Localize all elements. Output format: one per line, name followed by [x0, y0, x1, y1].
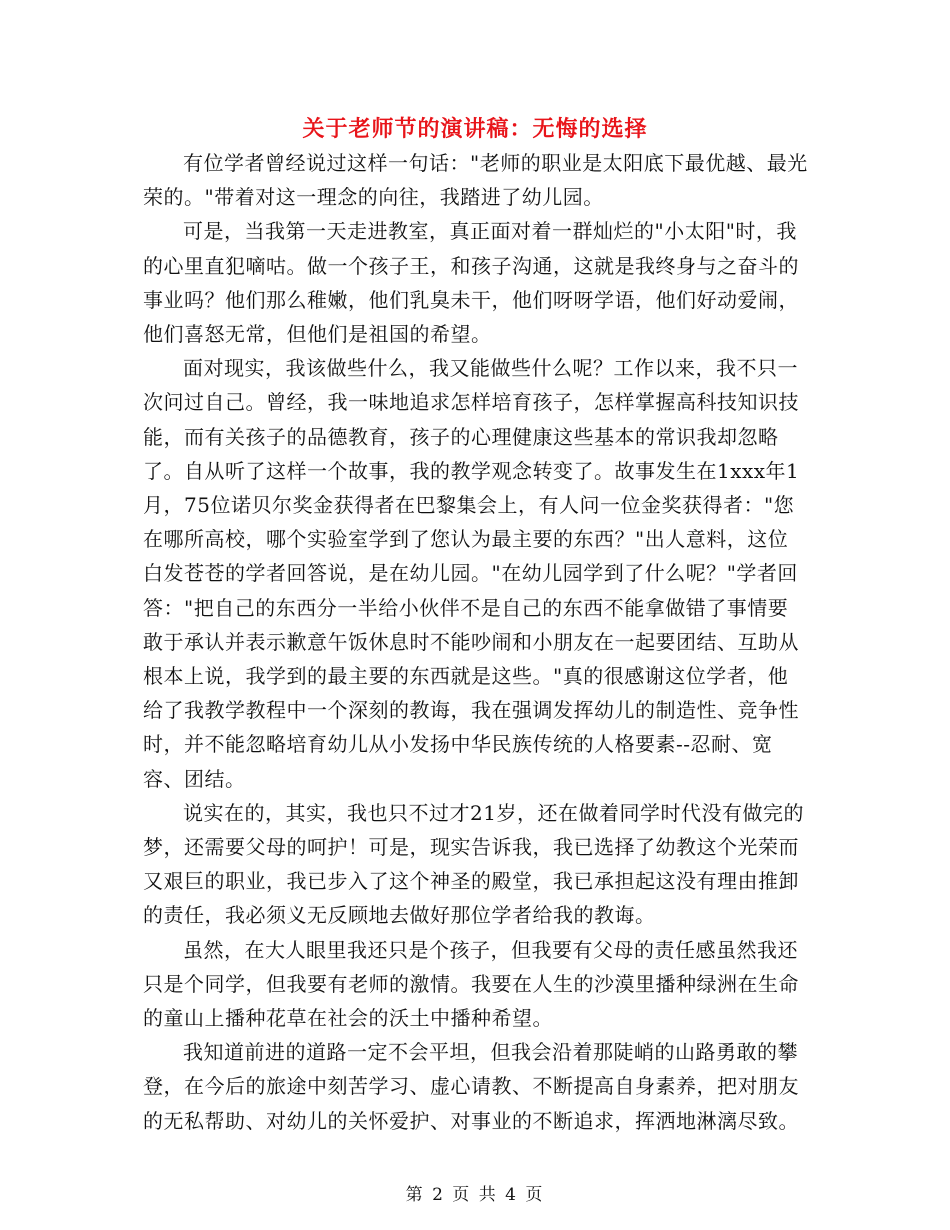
page-footer: 第 2 页 共 4 页: [405, 1185, 545, 1205]
document-title: 关于老师节的演讲稿：无悔的选择: [302, 116, 648, 142]
paragraph-6: 我知道前进的道路一定不会平坦，但我会沿着那陡峭的山路勇敢的攀登，在今后的旅途中刻苦学习、虚心请教、不断提高自身素养，把对朋友的无私帮助、对幼儿的关怀爱护、对事业的不断追求，挥洒地淋漓尽致。: [143, 1040, 799, 1133]
paragraph-5: 虽然，在大人眼里我还只是个孩子，但我要有父母的责任感虽然我还只是个同学，但我要有老师的激情。我要在人生的沙漠里播种绿洲在生命的童山上播种花草在社会的沃土中播种希望。: [143, 937, 799, 1031]
document-body: [143, 146, 808, 1138]
paragraph-1: 有位学者曾经说过这样一句话："老师的职业是太阳底下最优越、最光荣的。"带着对这一理念的向往，我踏进了幼儿园。: [143, 151, 808, 210]
paragraph-2: 可是，当我第一天走进教室，真正面对着一群灿烂的"小太阳"时，我的心里直犯嘀咕。做一个孩子王，和孩子沟通，这就是我终身与之奋斗的事业吗？他们那么稚嫩，他们乳臭未干，他们呀呀学语，他们好动爱闹，他们喜怒无常，但他们是祖国的希望。: [143, 219, 799, 347]
paragraph-4: 说实在的，其实，我也只不过才21岁，还在做着同学时代没有做完的梦，还需要父母的呵护！可是，现实告诉我，我已选择了幼教这个光荣而又艰巨的职业，我已步入了这个神圣的殿堂，我已承担起这没有理由推卸的责任，我必须义无反顾地去做好那位学者给我的教诲。: [143, 800, 804, 928]
paragraph-3: 面对现实，我该做些什么，我又能做些什么呢？工作以来，我不只一次问过自己。曾经，我一味地追求怎样培育孩子，怎样掌握高科技知识技能，而有关孩子的品德教育，孩子的心理健康这些基本的常识我却忽略了。自从听了这样一个故事，我的教学观念转变了。故事发生在1xxx年1月，75位诺贝尔奖金获得者在巴黎集会上，有人问一位金奖获得者："您在哪所高校，哪个实验室学到了您认为最主要的东西？"出人意料，这位白发苍苍的学者回答说，是在幼儿园。"在幼儿园学到了什么呢？"学者回答："把自己的东西分一半给小伙伴不是自己的东西不能拿做错了事情要敢于承认并表示歉意午饭休息时不能吵闹和小朋友在一起要团结、互助从根本上说，我学到的最主要的东西就是这些。"真的很感谢这位学者，他给了我教学教程中一个深刻的教诲，我在强调发挥幼儿的制造性、竞争性时，并不能忽略培育幼儿从小发扬中华民族传统的人格要素--忍耐、宽容、团结。: [143, 356, 800, 791]
